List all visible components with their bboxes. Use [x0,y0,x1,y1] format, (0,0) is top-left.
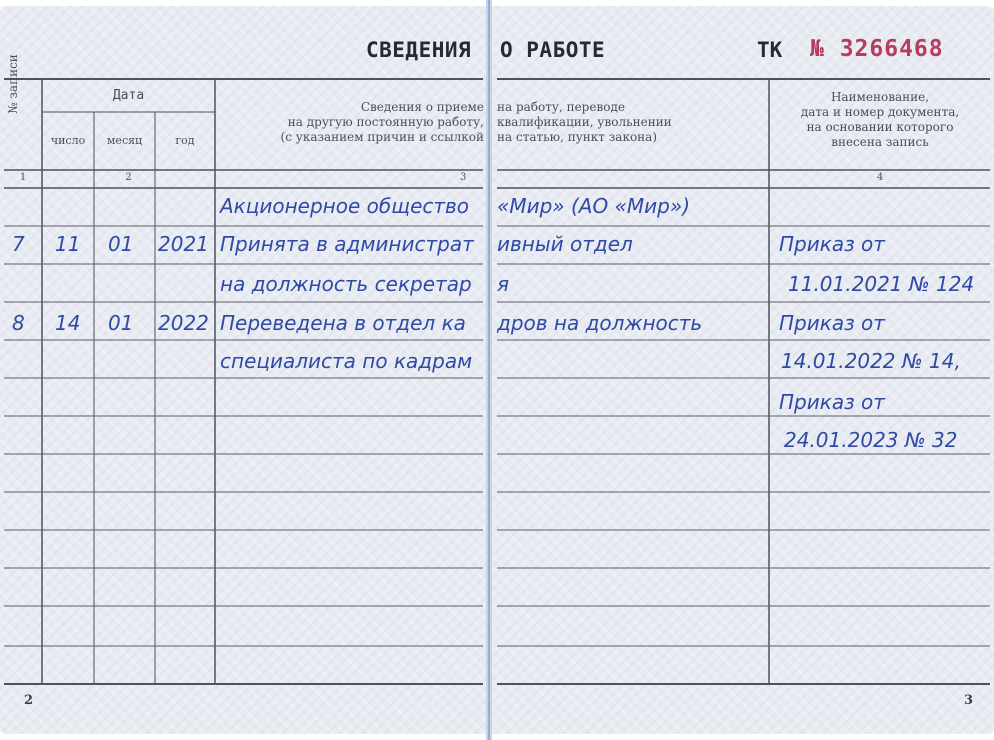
basis-header [770,90,990,150]
record-month: 01 [108,232,134,256]
date-header: Дата [112,88,145,103]
col-num-1: 1 [19,172,27,183]
page-number-right: 3 [964,693,974,708]
series-label: ТК [757,38,783,62]
info-header-right-line-2: квалификации, увольнении [497,115,672,129]
info-header-left-line-3: (с указанием причин и ссылкой [280,130,484,144]
basis-header-line-1: Наименование, [830,90,930,104]
info-header-right-line-1: на работу, переводе [497,100,625,114]
record-year: 2022 [158,311,209,335]
record-year: 2021 [158,232,209,256]
record-basis: Приказ от [779,311,885,335]
info-header-left-line-1: Сведения о приеме [360,100,484,114]
record-text-left: Принята в администрат [220,232,474,256]
record-no-header: № записи [6,54,20,114]
year-header: год [175,134,195,147]
record-text-left: Акционерное общество [220,194,470,218]
col-num-3: 3 [460,172,467,183]
info-header-left-line-2: на другую постоянную работу, [287,115,484,129]
info-header-right-line-3: на статью, пункт закона) [497,130,657,144]
record-basis: 11.01.2021 № 124 [788,272,975,296]
info-header-right [497,100,767,145]
record-basis: Приказ от [779,390,885,414]
month-header: месяц [106,134,143,147]
record-text-left: Переведена в отдел ка [220,311,466,335]
basis-header-line-4: внесена запись [831,135,929,149]
record-text-right: я [497,272,510,296]
record-basis: 24.01.2023 № 32 [784,428,958,452]
record-text-right: «Мир» (АО «Мир») [497,194,691,218]
record-no: 8 [12,311,25,335]
record-basis: Приказ от [779,232,885,256]
info-header-left [216,100,484,145]
page-number-left: 2 [24,693,34,708]
record-text-left: на должность секретар [220,272,472,296]
title-right: О РАБОТЕ [500,38,606,62]
record-text-right: дров на должность [497,311,703,335]
record-day: 11 [55,232,81,256]
col-num-4: 4 [876,172,884,183]
record-no: 7 [12,232,25,256]
book-number: № 3266468 [810,36,944,62]
basis-header-line-3: на основании которого [806,120,954,134]
record-basis: 14.01.2022 № 14, [781,349,961,373]
basis-header-line-2: дата и номер документа, [800,105,960,119]
day-header: число [50,134,86,147]
record-month: 01 [108,311,134,335]
title-left: СВЕДЕНИЯ [366,38,472,62]
record-day: 14 [55,311,81,335]
record-text-left: специалиста по кадрам [220,349,473,373]
record-text-right: ивный отдел [497,232,633,256]
col-num-2: 2 [125,172,132,183]
